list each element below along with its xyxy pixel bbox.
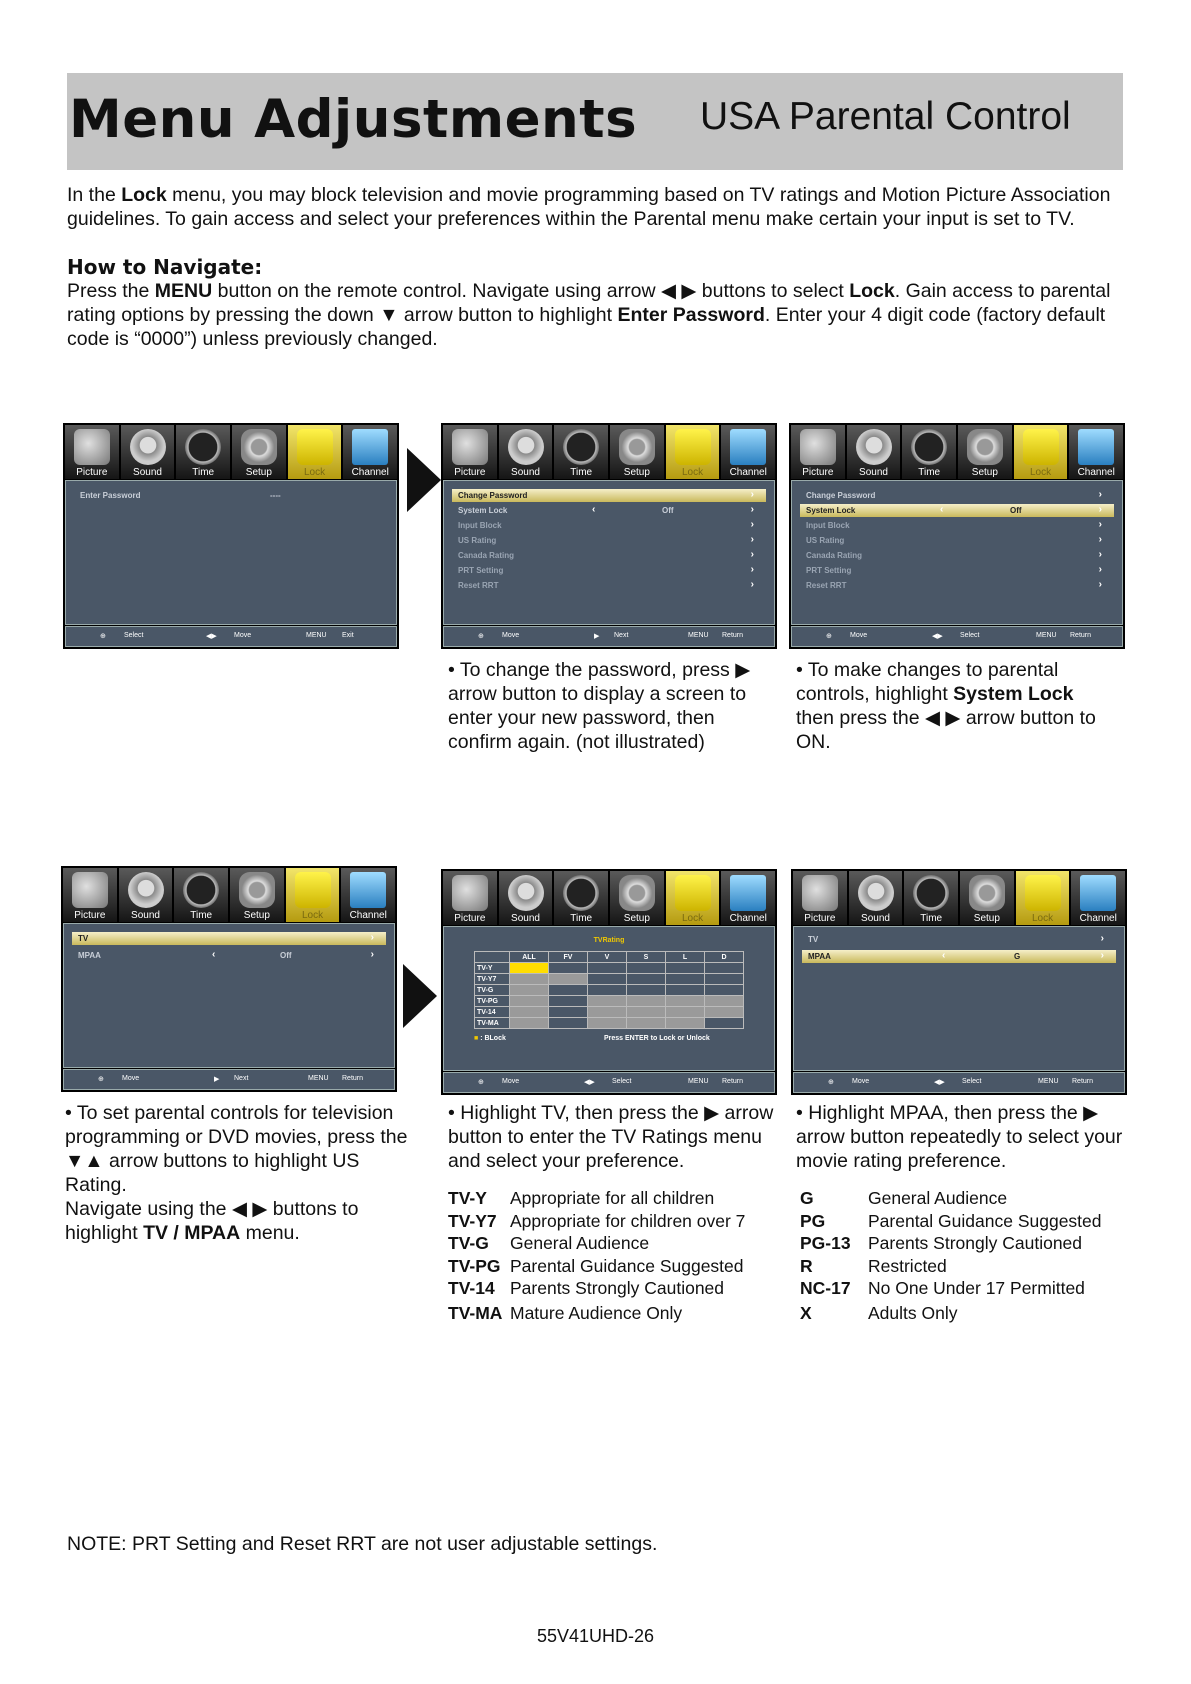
speaker-icon [508,429,544,465]
lock-icon [295,872,331,908]
menu-footer: ⊕ Move ◀▶ Select MENU Return [793,1072,1125,1093]
tab-sound[interactable]: Sound [119,868,173,922]
menu-item[interactable]: Canada Rating › [806,549,1102,560]
tab-setup[interactable]: Setup [232,425,286,479]
table-row: TV-MA [475,1018,744,1029]
menu-panel [65,480,397,625]
nav-heading: How to Navigate: [67,255,263,279]
tab-setup[interactable]: Setup [960,871,1014,925]
list-item: PG-13 Parents Strongly Cautioned [800,1233,1083,1253]
menu-item-tv[interactable]: TV › [72,932,386,945]
camera-icon [452,875,488,911]
lock-legend: ■ : BLock [474,1035,506,1042]
mpaa-ratings-list [800,1187,1130,1325]
arrow-right-icon [407,448,441,512]
lock-icon [1023,429,1059,465]
note: NOTE: PRT Setting and Reset RRT are not user adjustable settings. [67,1533,658,1555]
tab-lock[interactable]: Lock [666,871,720,925]
table-row: TV-Y [475,963,744,974]
speaker-icon [858,875,894,911]
table-row: TV-G [475,985,744,996]
clock-icon [185,429,221,465]
caption-us-rating: • To set parental controls for television programming or DVD movies, press the ▼▲ arrow buttons to highlight US Rating. Navigate using the ◀ ▶ buttons to highlight TV / MPAA menu. [65,1102,408,1244]
menu-footer: ⊕ Select ◀▶ Move MENU Exit [65,626,397,647]
tab-sound[interactable]: Sound [499,425,553,479]
tab-sound[interactable]: Sound [121,425,175,479]
menu-item[interactable]: Reset RRT › [458,579,754,590]
tab-setup[interactable]: Setup [610,425,664,479]
tab-channel[interactable]: Channel [1071,871,1125,925]
menu-item-tv[interactable]: TV › [808,933,1104,944]
lock-icon: ■ [474,1035,479,1042]
clock-icon [563,875,599,911]
tab-lock[interactable]: Lock [1016,871,1070,925]
menu-item[interactable]: Input Block › [458,519,754,530]
caption-change-password: • To change the password, press ▶ arrow button to display a screen to enter your new password, then confirm again. (not illustrated) [448,659,751,753]
tab-lock[interactable]: Lock [288,425,342,479]
gear-icon [619,875,655,911]
menu-footer: ⊕ Move ▶ Next MENU Return [443,626,775,647]
screen-mpaa [791,869,1127,1095]
menu-footer: ⊕ Move ◀▶ Select MENU Return [791,626,1123,647]
tv-ratings-list [448,1187,788,1325]
camera-icon [74,429,110,465]
menu-item[interactable]: PRT Setting › [806,564,1102,575]
tab-channel[interactable]: Channel [343,425,397,479]
caption-tv-rating: • Highlight TV, then press the ▶ arrow button to enter the TV Ratings menu and select your preference. [448,1102,774,1172]
clock-icon [911,429,947,465]
tab-time[interactable]: Time [174,868,228,922]
caption-mpaa: • Highlight MPAA, then press the ▶ arrow button repeatedly to select your movie rating preference. [796,1102,1123,1172]
lock-icon [297,429,333,465]
menu-item[interactable]: US Rating › [806,534,1102,545]
speaker-icon [508,875,544,911]
list-item: TV-Y7 Appropriate for children over 7 [448,1210,746,1231]
camera-icon [802,875,838,911]
menu-item[interactable]: Canada Rating › [458,549,754,560]
gear-icon [619,429,655,465]
tab-time[interactable]: Time [554,871,608,925]
tab-lock[interactable]: Lock [286,868,340,922]
menu-item[interactable]: Input Block › [806,519,1102,530]
tab-time[interactable]: Time [902,425,956,479]
menu-item[interactable]: US Rating › [458,534,754,545]
monitor-icon [1078,429,1114,465]
tab-picture[interactable]: Picture [443,871,497,925]
tab-lock[interactable]: Lock [1014,425,1068,479]
tab-picture[interactable]: Picture [793,871,847,925]
list-item: TV-14 Parents Strongly Cautioned [448,1278,725,1298]
gear-icon [241,429,277,465]
screen-lock-menu [441,423,777,649]
tab-picture[interactable]: Picture [63,868,117,922]
list-item: TV-G General Audience [448,1233,650,1253]
tab-sound[interactable]: Sound [847,425,901,479]
page-title: Menu Adjustments [69,89,638,150]
menu-item-mpaa[interactable]: MPAA ‹ G › [802,950,1116,963]
lock-icon [1025,875,1061,911]
menu-panel [793,926,1125,1071]
tab-picture[interactable]: Picture [65,425,119,479]
enter-password-row[interactable]: Enter Password ---- [80,491,281,500]
tab-sound[interactable]: Sound [499,871,553,925]
gear-icon [239,872,275,908]
monitor-icon [350,872,386,908]
tab-picture[interactable]: Picture [791,425,845,479]
camera-icon [452,429,488,465]
monitor-icon [730,875,766,911]
tab-picture[interactable]: Picture [443,425,497,479]
menu-tabs [443,425,775,479]
speaker-icon [128,872,164,908]
menu-panel [443,926,775,1071]
tab-channel[interactable]: Channel [341,868,395,922]
camera-icon [800,429,836,465]
tab-lock[interactable]: Lock [666,425,720,479]
menu-panel [443,480,775,625]
gear-icon [969,875,1005,911]
screen-us-rating [61,866,397,1092]
tab-sound[interactable]: Sound [849,871,903,925]
tab-time[interactable]: Time [554,425,608,479]
tab-channel[interactable]: Channel [1069,425,1123,479]
menu-item[interactable]: Change Password › [806,489,1102,500]
table-row: TV-14 [475,1007,744,1018]
menu-item[interactable]: Reset RRT › [806,579,1102,590]
list-item: PG Parental Guidance Suggested [800,1210,1102,1231]
menu-item[interactable]: System Lock ‹ Off › [800,504,1114,517]
list-item: X Adults Only [800,1303,958,1323]
speaker-icon [856,429,892,465]
clock-icon [913,875,949,911]
monitor-icon [730,429,766,465]
menu-tabs [793,871,1125,925]
menu-item[interactable]: Change Password › [452,489,766,502]
menu-tabs [443,871,775,925]
section-title: USA Parental Control [700,95,1071,138]
tv-rating-title: TVRating [593,937,625,944]
list-item: NC-17 No One Under 17 Permitted [800,1278,1085,1298]
menu-tabs [65,425,397,479]
list-item: TV-Y Appropriate for all children [448,1188,715,1208]
tab-setup[interactable]: Setup [958,425,1012,479]
list-item: G General Audience [800,1188,1008,1208]
menu-item-mpaa[interactable]: MPAA ‹ Off › [78,949,374,960]
menu-footer: ⊕ Move ◀▶ Select MENU Return [443,1072,775,1093]
list-item: TV-PG Parental Guidance Suggested [448,1255,744,1276]
page-number: 55V41UHD-26 [536,1626,655,1646]
tab-time[interactable]: Time [176,425,230,479]
tab-channel[interactable]: Channel [721,425,775,479]
page-header [67,73,1123,170]
clock-icon [183,872,219,908]
intro-paragraph: In the Lock menu, you may block television and movie programming based on TV ratings and Motion Picture Association guidelines. To gain access and select your preferences within the Parental menu make certain your input is set to TV. [67,184,1111,230]
menu-item[interactable]: System Lock ‹ Off › [458,504,754,515]
screen-system-lock [789,423,1125,649]
tv-rating-grid: ALL FV V S L D TV-Y TV-Y7 TV-G TV-PG TV-14 TV-MA [474,951,744,1029]
screen-enter-password [63,423,399,649]
monitor-icon [1080,875,1116,911]
nav-paragraph: Press the MENU button on the remote control. Navigate using arrow ◀ ▶ buttons to select Lock. Gain access to parental rating options by pressing the down ▼ arrow button to highlight Enter Password. Enter your 4 digit code (factory default code is “0000”) unless previously changed. [67,280,1111,350]
tab-setup[interactable]: Setup [610,871,664,925]
speaker-icon [130,429,166,465]
menu-panel [791,480,1123,625]
menu-tabs [791,425,1123,479]
lock-icon [675,875,711,911]
menu-footer: ⊕ Move ▶ Next MENU Return [63,1069,395,1090]
list-item: TV-MA Mature Audience Only [448,1303,683,1323]
lock-icon [675,429,711,465]
menu-tabs [63,868,395,922]
tab-setup[interactable]: Setup [230,868,284,922]
clock-icon [563,429,599,465]
tab-time[interactable]: Time [904,871,958,925]
lock-hint: Press ENTER to Lock or Unlock [604,1035,710,1042]
menu-item[interactable]: PRT Setting › [458,564,754,575]
table-row: TV-PG [475,996,744,1007]
gear-icon [967,429,1003,465]
screen-tv-rating [441,869,777,1095]
menu-panel [63,923,395,1068]
table-row: TV-Y7 [475,974,744,985]
arrow-right-icon [403,964,437,1028]
caption-system-lock: • To make changes to parental controls, highlight System Lock then press the ◀ ▶ arrow button to ON. [796,659,1096,753]
camera-icon [72,872,108,908]
monitor-icon [352,429,388,465]
tab-channel[interactable]: Channel [721,871,775,925]
list-item: R Restricted [800,1255,947,1276]
